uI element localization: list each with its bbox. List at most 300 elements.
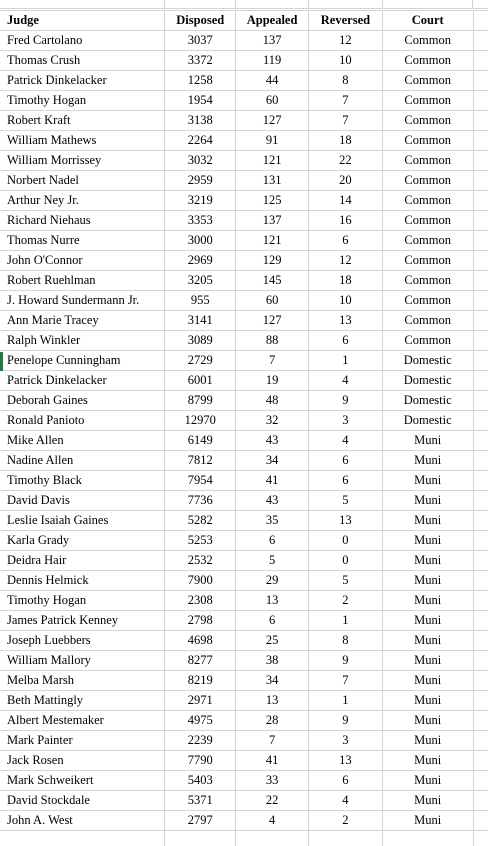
cell-appealed[interactable]: 34 xyxy=(236,671,309,691)
cell-judge[interactable]: Deborah Gaines xyxy=(0,391,165,411)
table-row xyxy=(0,531,488,551)
empty-cell[interactable] xyxy=(473,471,488,491)
cell-appealed[interactable]: 13 xyxy=(236,691,309,711)
cell-appealed[interactable]: 19 xyxy=(236,371,309,391)
cell-appealed[interactable]: 38 xyxy=(236,651,309,671)
cell-reversed[interactable]: 12 xyxy=(309,31,383,51)
cell-reversed[interactable]: 7 xyxy=(309,671,383,691)
cell-disposed[interactable]: 8219 xyxy=(165,671,236,691)
cell-appealed[interactable]: 41 xyxy=(236,751,309,771)
cell-appealed[interactable]: 29 xyxy=(236,571,309,591)
active-cell-marker xyxy=(0,352,3,371)
cell-appealed[interactable]: 121 xyxy=(236,151,309,171)
table-row xyxy=(0,611,488,631)
empty-cell[interactable] xyxy=(473,371,488,391)
cell-judge[interactable]: William Mathews xyxy=(0,131,165,151)
cell-court[interactable]: Muni xyxy=(382,791,473,811)
cell-judge[interactable]: David Stockdale xyxy=(0,791,165,811)
cell-reversed[interactable]: 6 xyxy=(309,231,383,251)
cell-disposed[interactable]: 955 xyxy=(165,291,236,311)
cell-disposed[interactable]: 7736 xyxy=(165,491,236,511)
empty-cell[interactable] xyxy=(473,391,488,411)
cell-reversed[interactable]: 6 xyxy=(309,471,383,491)
cell-appealed[interactable]: 32 xyxy=(236,411,309,431)
cell-appealed[interactable]: 35 xyxy=(236,511,309,531)
cell-appealed[interactable]: 137 xyxy=(236,31,309,51)
cell-reversed[interactable]: 5 xyxy=(309,571,383,591)
cell-disposed[interactable]: 3032 xyxy=(165,151,236,171)
cell-court[interactable]: Domestic xyxy=(382,391,473,411)
cell-court[interactable]: Common xyxy=(382,111,473,131)
empty-cell[interactable] xyxy=(473,351,488,371)
cell-reversed[interactable]: 16 xyxy=(309,211,383,231)
cell-disposed[interactable]: 2532 xyxy=(165,551,236,571)
empty-cell[interactable] xyxy=(473,551,488,571)
cell-court[interactable]: Common xyxy=(382,231,473,251)
cell-court[interactable]: Common xyxy=(382,191,473,211)
cell-reversed[interactable]: 8 xyxy=(309,71,383,91)
cell-judge[interactable]: Joseph Luebbers xyxy=(0,631,165,651)
cell-court[interactable]: Muni xyxy=(382,651,473,671)
cell-reversed[interactable]: 9 xyxy=(309,651,383,671)
cell-appealed[interactable]: 28 xyxy=(236,711,309,731)
cell-reversed[interactable]: 7 xyxy=(309,91,383,111)
cell-court[interactable]: Common xyxy=(382,71,473,91)
cell-disposed[interactable]: 7812 xyxy=(165,451,236,471)
cell-court[interactable]: Common xyxy=(382,251,473,271)
cell-reversed[interactable]: 18 xyxy=(309,271,383,291)
cell-judge[interactable]: Fred Cartolano xyxy=(0,31,165,51)
cell-judge[interactable]: Jack Rosen xyxy=(0,751,165,771)
cell-appealed[interactable]: 7 xyxy=(236,351,309,371)
empty-cell[interactable] xyxy=(473,531,488,551)
cell-appealed[interactable]: 6 xyxy=(236,611,309,631)
cell-judge[interactable]: Ann Marie Tracey xyxy=(0,311,165,331)
cell-reversed[interactable]: 10 xyxy=(309,51,383,71)
table-row xyxy=(0,511,488,531)
cell-appealed[interactable]: 33 xyxy=(236,771,309,791)
cell-judge[interactable]: Timothy Hogan xyxy=(0,591,165,611)
cell-court[interactable]: Muni xyxy=(382,431,473,451)
cell-reversed[interactable]: 0 xyxy=(309,531,383,551)
cell-appealed[interactable]: 127 xyxy=(236,311,309,331)
empty-cell[interactable] xyxy=(309,831,383,846)
cell-strip-reversed[interactable] xyxy=(309,0,383,9)
table-row xyxy=(0,591,488,611)
empty-cell[interactable] xyxy=(473,731,488,751)
cell-appealed[interactable]: 137 xyxy=(236,211,309,231)
table-row xyxy=(0,471,488,491)
cell-judge[interactable]: Patrick Dinkelacker xyxy=(0,371,165,391)
empty-cell[interactable] xyxy=(473,31,488,51)
cell-reversed[interactable]: 18 xyxy=(309,131,383,151)
cell-strip-court[interactable] xyxy=(383,0,473,9)
data-table xyxy=(0,10,488,846)
empty-cell[interactable] xyxy=(473,711,488,731)
cell-disposed[interactable]: 12970 xyxy=(165,411,236,431)
empty-cell[interactable] xyxy=(473,291,488,311)
cell-reversed[interactable]: 8 xyxy=(309,631,383,651)
cell-appealed[interactable]: 13 xyxy=(236,591,309,611)
table-row xyxy=(0,791,488,811)
cell-disposed[interactable]: 5282 xyxy=(165,511,236,531)
cell-reversed[interactable]: 4 xyxy=(309,431,383,451)
cell-court[interactable]: Muni xyxy=(382,491,473,511)
empty-cell[interactable] xyxy=(473,651,488,671)
cell-appealed[interactable]: 145 xyxy=(236,271,309,291)
previous-row-strip xyxy=(0,0,488,9)
cell-reversed[interactable]: 1 xyxy=(309,351,383,371)
cell-court[interactable]: Domestic xyxy=(382,411,473,431)
cell-court[interactable]: Muni xyxy=(382,511,473,531)
cell-disposed[interactable]: 4698 xyxy=(165,631,236,651)
cell-strip-appealed[interactable] xyxy=(236,0,309,9)
cell-court[interactable]: Muni xyxy=(382,531,473,551)
cell-disposed[interactable]: 1258 xyxy=(165,71,236,91)
empty-cell[interactable] xyxy=(0,831,165,846)
table-row xyxy=(0,711,488,731)
cell-reversed[interactable]: 9 xyxy=(309,711,383,731)
cell-reversed[interactable]: 9 xyxy=(309,391,383,411)
cell-judge[interactable]: Albert Mestemaker xyxy=(0,711,165,731)
cell-judge[interactable]: Dennis Helmick xyxy=(0,571,165,591)
cell-judge[interactable]: Timothy Black xyxy=(0,471,165,491)
cell-appealed[interactable]: 60 xyxy=(236,291,309,311)
cell-court[interactable]: Muni xyxy=(382,771,473,791)
cell-court[interactable]: Muni xyxy=(382,731,473,751)
empty-cell[interactable] xyxy=(473,191,488,211)
table-row xyxy=(0,251,488,271)
cell-court[interactable]: Common xyxy=(382,51,473,71)
cell-judge[interactable]: Robert Kraft xyxy=(0,111,165,131)
cell-appealed[interactable]: 125 xyxy=(236,191,309,211)
cell-reversed[interactable]: 22 xyxy=(309,151,383,171)
cell-court[interactable]: Muni xyxy=(382,551,473,571)
cell-judge[interactable]: Melba Marsh xyxy=(0,671,165,691)
cell-disposed[interactable]: 2798 xyxy=(165,611,236,631)
cell-reversed[interactable]: 7 xyxy=(309,111,383,131)
cell-disposed[interactable]: 3138 xyxy=(165,111,236,131)
cell-disposed[interactable]: 2797 xyxy=(165,811,236,831)
table-row xyxy=(0,671,488,691)
cell-appealed[interactable]: 119 xyxy=(236,51,309,71)
cell-appealed[interactable]: 25 xyxy=(236,631,309,651)
table-row xyxy=(0,51,488,71)
cell-reversed[interactable]: 1 xyxy=(309,611,383,631)
cell-judge[interactable]: Beth Mattingly xyxy=(0,691,165,711)
cell-disposed[interactable]: 1954 xyxy=(165,91,236,111)
cell-appealed[interactable]: 43 xyxy=(236,491,309,511)
cell-reversed[interactable]: 3 xyxy=(309,411,383,431)
table-row xyxy=(0,811,488,831)
cell-judge[interactable]: Ralph Winkler xyxy=(0,331,165,351)
cell-disposed[interactable]: 6001 xyxy=(165,371,236,391)
empty-cell[interactable] xyxy=(473,751,488,771)
table-row xyxy=(0,331,488,351)
cell-disposed[interactable]: 3219 xyxy=(165,191,236,211)
table-row xyxy=(0,171,488,191)
cell-disposed[interactable]: 4975 xyxy=(165,711,236,731)
header-judge[interactable]: Judge xyxy=(0,11,165,31)
table-row xyxy=(0,151,488,171)
cell-court[interactable]: Muni xyxy=(382,471,473,491)
cell-court[interactable]: Common xyxy=(382,151,473,171)
cell-disposed[interactable]: 3000 xyxy=(165,231,236,251)
cell-judge[interactable]: Arthur Ney Jr. xyxy=(0,191,165,211)
cell-appealed[interactable]: 48 xyxy=(236,391,309,411)
table-row xyxy=(0,431,488,451)
empty-cell[interactable] xyxy=(473,71,488,91)
cell-court[interactable]: Muni xyxy=(382,591,473,611)
cell-disposed[interactable]: 7790 xyxy=(165,751,236,771)
cell-strip-disposed[interactable] xyxy=(165,0,236,9)
empty-cell[interactable] xyxy=(473,211,488,231)
table-row xyxy=(0,371,488,391)
empty-cell[interactable] xyxy=(473,311,488,331)
cell-appealed[interactable]: 22 xyxy=(236,791,309,811)
cell-reversed[interactable]: 2 xyxy=(309,811,383,831)
cell-disposed[interactable]: 2971 xyxy=(165,691,236,711)
cell-court[interactable]: Common xyxy=(382,31,473,51)
cell-judge[interactable]: Mark Schweikert xyxy=(0,771,165,791)
cell-judge[interactable]: James Patrick Kenney xyxy=(0,611,165,631)
empty-cell[interactable] xyxy=(473,151,488,171)
empty-cell[interactable] xyxy=(473,111,488,131)
empty-cell[interactable] xyxy=(473,491,488,511)
empty-cell[interactable] xyxy=(473,91,488,111)
cell-reversed[interactable]: 0 xyxy=(309,551,383,571)
cell-reversed[interactable]: 4 xyxy=(309,371,383,391)
cell-judge[interactable]: Timothy Hogan xyxy=(0,91,165,111)
header-row xyxy=(0,11,488,31)
cell-disposed[interactable]: 5371 xyxy=(165,791,236,811)
cell-appealed[interactable]: 91 xyxy=(236,131,309,151)
cell-court[interactable]: Common xyxy=(382,171,473,191)
cell-appealed[interactable]: 7 xyxy=(236,731,309,751)
cell-judge[interactable]: Karla Grady xyxy=(0,531,165,551)
empty-cell[interactable] xyxy=(473,571,488,591)
empty-row xyxy=(0,831,488,846)
cell-court[interactable]: Muni xyxy=(382,711,473,731)
cell-court[interactable]: Common xyxy=(382,331,473,351)
cell-court[interactable]: Muni xyxy=(382,751,473,771)
cell-appealed[interactable]: 131 xyxy=(236,171,309,191)
empty-cell[interactable] xyxy=(473,831,488,846)
cell-reversed[interactable]: 6 xyxy=(309,451,383,471)
cell-judge[interactable]: Deidra Hair xyxy=(0,551,165,571)
cell-judge[interactable]: Robert Ruehlman xyxy=(0,271,165,291)
cell-judge[interactable]: J. Howard Sundermann Jr. xyxy=(0,291,165,311)
cell-reversed[interactable]: 14 xyxy=(309,191,383,211)
cell-disposed[interactable]: 2969 xyxy=(165,251,236,271)
table-row xyxy=(0,131,488,151)
table-row xyxy=(0,311,488,331)
cell-disposed[interactable]: 3372 xyxy=(165,51,236,71)
table-row xyxy=(0,751,488,771)
table-row xyxy=(0,691,488,711)
empty-cell[interactable] xyxy=(473,251,488,271)
cell-disposed[interactable]: 3353 xyxy=(165,211,236,231)
cell-judge[interactable]: William Morrissey xyxy=(0,151,165,171)
cell-appealed[interactable]: 4 xyxy=(236,811,309,831)
cell-appealed[interactable]: 43 xyxy=(236,431,309,451)
empty-cell[interactable] xyxy=(473,811,488,831)
cell-appealed[interactable]: 88 xyxy=(236,331,309,351)
empty-cell[interactable] xyxy=(473,271,488,291)
table-row xyxy=(0,191,488,211)
table-row xyxy=(0,411,488,431)
empty-cell[interactable] xyxy=(473,631,488,651)
table-row xyxy=(0,31,488,51)
cell-judge[interactable]: Thomas Nurre xyxy=(0,231,165,251)
empty-cell[interactable] xyxy=(473,591,488,611)
empty-cell[interactable] xyxy=(473,171,488,191)
cell-appealed[interactable]: 41 xyxy=(236,471,309,491)
cell-appealed[interactable]: 34 xyxy=(236,451,309,471)
empty-cell[interactable] xyxy=(382,831,473,846)
cell-court[interactable]: Common xyxy=(382,271,473,291)
cell-disposed[interactable]: 3141 xyxy=(165,311,236,331)
header-court[interactable]: Court xyxy=(382,11,473,31)
table-row xyxy=(0,491,488,511)
cell-disposed[interactable]: 3205 xyxy=(165,271,236,291)
table-row xyxy=(0,351,488,371)
cell-judge[interactable]: Leslie Isaiah Gaines xyxy=(0,511,165,531)
cell-court[interactable]: Domestic xyxy=(382,371,473,391)
empty-cell[interactable] xyxy=(236,831,309,846)
cell-reversed[interactable]: 13 xyxy=(309,311,383,331)
cell-reversed[interactable]: 5 xyxy=(309,491,383,511)
table-row xyxy=(0,271,488,291)
cell-judge[interactable]: Ronald Panioto xyxy=(0,411,165,431)
empty-cell[interactable] xyxy=(473,51,488,71)
table-row xyxy=(0,91,488,111)
cell-disposed[interactable]: 2308 xyxy=(165,591,236,611)
empty-cell[interactable] xyxy=(473,691,488,711)
cell-appealed[interactable]: 127 xyxy=(236,111,309,131)
table-row xyxy=(0,291,488,311)
empty-cell[interactable] xyxy=(473,451,488,471)
table-row xyxy=(0,231,488,251)
cell-court[interactable]: Common xyxy=(382,291,473,311)
empty-cell[interactable] xyxy=(473,611,488,631)
table-row xyxy=(0,111,488,131)
empty-cell[interactable] xyxy=(473,671,488,691)
cell-judge[interactable]: Penelope Cunningham xyxy=(0,351,165,371)
cell-judge[interactable]: Thomas Crush xyxy=(0,51,165,71)
cell-disposed[interactable]: 3089 xyxy=(165,331,236,351)
cell-court[interactable]: Muni xyxy=(382,631,473,651)
cell-disposed[interactable]: 7900 xyxy=(165,571,236,591)
cell-appealed[interactable]: 121 xyxy=(236,231,309,251)
cell-court[interactable]: Common xyxy=(382,211,473,231)
cell-judge[interactable]: Richard Niehaus xyxy=(0,211,165,231)
table-row xyxy=(0,651,488,671)
cell-judge[interactable]: Nadine Allen xyxy=(0,451,165,471)
cell-appealed[interactable]: 60 xyxy=(236,91,309,111)
empty-cell[interactable] xyxy=(473,791,488,811)
cell-disposed[interactable]: 2959 xyxy=(165,171,236,191)
cell-judge[interactable]: Mark Painter xyxy=(0,731,165,751)
cell-disposed[interactable]: 2264 xyxy=(165,131,236,151)
cell-appealed[interactable]: 6 xyxy=(236,531,309,551)
header-disposed[interactable]: Disposed xyxy=(165,11,236,31)
cell-reversed[interactable]: 13 xyxy=(309,751,383,771)
cell-reversed[interactable]: 13 xyxy=(309,511,383,531)
cell-disposed[interactable]: 8799 xyxy=(165,391,236,411)
table-row xyxy=(0,71,488,91)
table-row xyxy=(0,731,488,751)
empty-cell[interactable] xyxy=(473,431,488,451)
cell-court[interactable]: Muni xyxy=(382,611,473,631)
cell-court[interactable]: Muni xyxy=(382,451,473,471)
empty-cell[interactable] xyxy=(473,411,488,431)
table-row xyxy=(0,631,488,651)
cell-appealed[interactable]: 44 xyxy=(236,71,309,91)
cell-disposed[interactable]: 3037 xyxy=(165,31,236,51)
empty-cell[interactable] xyxy=(473,131,488,151)
cell-appealed[interactable]: 129 xyxy=(236,251,309,271)
cell-reversed[interactable]: 12 xyxy=(309,251,383,271)
empty-cell[interactable] xyxy=(473,11,488,31)
cell-judge[interactable]: John A. West xyxy=(0,811,165,831)
cell-court[interactable]: Muni xyxy=(382,811,473,831)
cell-disposed[interactable]: 2729 xyxy=(165,351,236,371)
cell-reversed[interactable]: 4 xyxy=(309,791,383,811)
cell-reversed[interactable]: 10 xyxy=(309,291,383,311)
cell-judge[interactable]: William Mallory xyxy=(0,651,165,671)
header-appealed[interactable]: Appealed xyxy=(236,11,309,31)
cell-disposed[interactable]: 7954 xyxy=(165,471,236,491)
cell-strip-judge[interactable] xyxy=(0,0,165,9)
cell-appealed[interactable]: 5 xyxy=(236,551,309,571)
cell-disposed[interactable]: 5253 xyxy=(165,531,236,551)
cell-judge[interactable]: Patrick Dinkelacker xyxy=(0,71,165,91)
table-row xyxy=(0,451,488,471)
cell-disposed[interactable]: 8277 xyxy=(165,651,236,671)
cell-disposed[interactable]: 2239 xyxy=(165,731,236,751)
cell-reversed[interactable]: 2 xyxy=(309,591,383,611)
cell-court[interactable]: Domestic xyxy=(382,351,473,371)
cell-court[interactable]: Muni xyxy=(382,671,473,691)
cell-disposed[interactable]: 5403 xyxy=(165,771,236,791)
cell-court[interactable]: Common xyxy=(382,131,473,151)
cell-court[interactable]: Common xyxy=(382,311,473,331)
cell-reversed[interactable]: 6 xyxy=(309,331,383,351)
cell-reversed[interactable]: 1 xyxy=(309,691,383,711)
empty-cell[interactable] xyxy=(473,771,488,791)
table-row xyxy=(0,771,488,791)
empty-cell[interactable] xyxy=(165,831,236,846)
cell-disposed[interactable]: 6149 xyxy=(165,431,236,451)
cell-reversed[interactable]: 3 xyxy=(309,731,383,751)
cell-judge[interactable]: John O'Connor xyxy=(0,251,165,271)
cell-court[interactable]: Muni xyxy=(382,691,473,711)
cell-reversed[interactable]: 20 xyxy=(309,171,383,191)
empty-cell[interactable] xyxy=(473,331,488,351)
header-reversed[interactable]: Reversed xyxy=(309,11,383,31)
cell-judge[interactable]: Mike Allen xyxy=(0,431,165,451)
cell-reversed[interactable]: 6 xyxy=(309,771,383,791)
empty-cell[interactable] xyxy=(473,511,488,531)
cell-judge[interactable]: David Davis xyxy=(0,491,165,511)
cell-court[interactable]: Common xyxy=(382,91,473,111)
empty-cell[interactable] xyxy=(473,231,488,251)
cell-judge[interactable]: Norbert Nadel xyxy=(0,171,165,191)
table-row xyxy=(0,571,488,591)
table-row xyxy=(0,211,488,231)
cell-court[interactable]: Muni xyxy=(382,571,473,591)
